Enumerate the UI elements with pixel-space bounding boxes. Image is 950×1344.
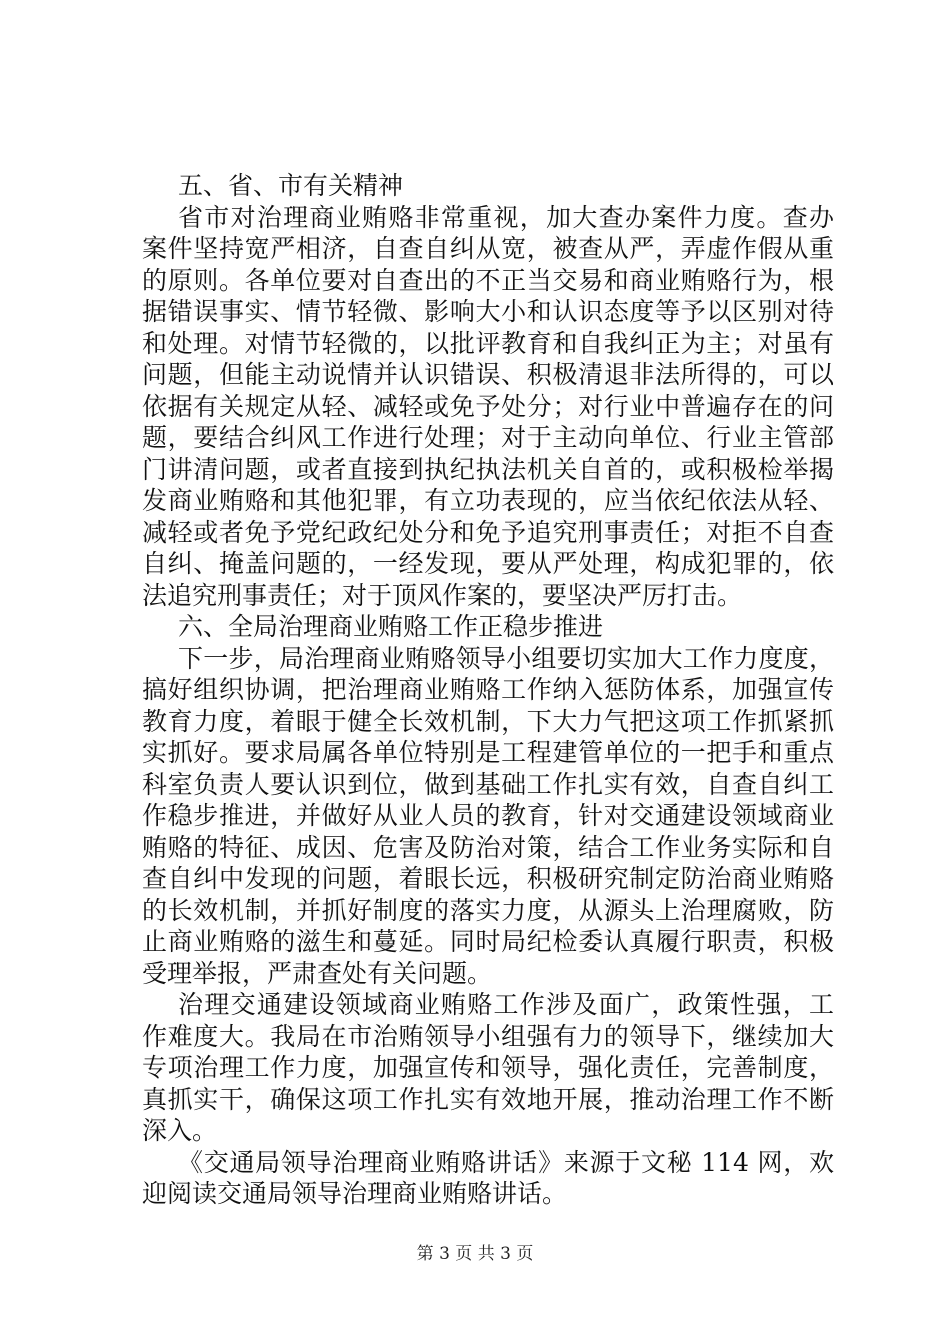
paragraph-line: 省市对治理商业贿赂非常重视，加大查办案件力度。查办 bbox=[178, 202, 834, 232]
paragraph-line: 作稳步推进，并做好从业人员的教育，针对交通建设领域商业 bbox=[142, 801, 834, 830]
paragraph-line: 法追究刑事责任；对于顶风作案的，要坚决严厉打击。 bbox=[142, 580, 743, 610]
paragraph-line: 据错误事实、情节轻微、影响大小和认识态度等予以区别对待 bbox=[142, 297, 834, 326]
section-heading-6: 六、全局治理商业贿赂工作正稳步推进 bbox=[178, 612, 604, 641]
paragraph-line: 的原则。各单位要对自查出的不正当交易和商业贿赂行为，根 bbox=[142, 265, 834, 295]
paragraph-line: 和处理。对情节轻微的，以批评教育和自我纠正为主；对虽有 bbox=[142, 328, 834, 358]
paragraph-line: 发商业贿赂和其他犯罪，有立功表现的，应当依纪依法从轻、 bbox=[142, 486, 834, 515]
paragraph-line: 专项治理工作力度，加强宣传和领导，强化责任，完善制度， bbox=[142, 1053, 834, 1082]
paragraph-line: 的长效机制，并抓好制度的落实力度，从源头上治理腐败，防 bbox=[142, 895, 834, 925]
page-number-footer: 第 3 页 共 3 页 bbox=[416, 1244, 534, 1264]
paragraph-line: 案件坚持宽严相济，自查自纠从宽，被查从严，弄虚作假从重 bbox=[142, 234, 834, 263]
section-heading-5: 五、省、市有关精神 bbox=[178, 171, 404, 200]
source-note-line: 迎阅读交通局领导治理商业贿赂讲话。 bbox=[142, 1179, 568, 1208]
paragraph-line: 受理举报，严肃查处有关问题。 bbox=[142, 958, 493, 988]
paragraph-line: 教育力度，着眼于健全长效机制，下大力气把这项工作抓紧抓 bbox=[142, 706, 834, 736]
paragraph-line: 题，要结合纠风工作进行处理；对于主动向单位、行业主管部 bbox=[142, 423, 834, 452]
paragraph-line: 查自纠中发现的问题，着眼长远，积极研究制定防治商业贿赂 bbox=[142, 864, 834, 893]
paragraph-line: 问题，但能主动说情并认识错误、积极清退非法所得的，可以 bbox=[142, 360, 834, 389]
paragraph-line: 自纠、掩盖问题的，一经发现，要从严处理，构成犯罪的，依 bbox=[142, 549, 834, 578]
source-note-line: 《交通局领导治理商业贿赂讲话》来源于文秘 114 网，欢 bbox=[178, 1147, 834, 1177]
paragraph-line: 深入。 bbox=[142, 1116, 218, 1145]
paragraph-line: 减轻或者免予党纪政纪处分和免予追究刑事责任；对拒不自查 bbox=[142, 517, 834, 547]
paragraph-line: 门讲清问题，或者直接到执纪执法机关自首的，或积极检举揭 bbox=[142, 454, 834, 484]
paragraph-line: 搞好组织协调，把治理商业贿赂工作纳入惩防体系，加强宣传 bbox=[142, 675, 834, 704]
paragraph-line: 真抓实干，确保这项工作扎实有效地开展，推动治理工作不断 bbox=[142, 1084, 834, 1114]
paragraph-line: 作难度大。我局在市治贿领导小组强有力的领导下，继续加大 bbox=[142, 1021, 834, 1051]
paragraph-line: 依据有关规定从轻、减轻或免予处分；对行业中普遍存在的问 bbox=[142, 391, 834, 421]
paragraph-line: 下一步，局治理商业贿赂领导小组要切实加大工作力度度， bbox=[178, 643, 834, 673]
document-body bbox=[142, 170, 834, 1210]
paragraph-line: 科室负责人要认识到位，做到基础工作扎实有效，自查自纠工 bbox=[142, 769, 834, 799]
paragraph-line: 止商业贿赂的滋生和蔓延。同时局纪检委认真履行职责，积极 bbox=[142, 927, 834, 956]
paragraph-line: 实抓好。要求局属各单位特别是工程建管单位的一把手和重点 bbox=[142, 738, 834, 767]
paragraph-line: 贿赂的特征、成因、危害及防治对策，结合工作业务实际和自 bbox=[142, 832, 834, 862]
paragraph-line: 治理交通建设领域商业贿赂工作涉及面广，政策性强，工 bbox=[178, 990, 834, 1019]
